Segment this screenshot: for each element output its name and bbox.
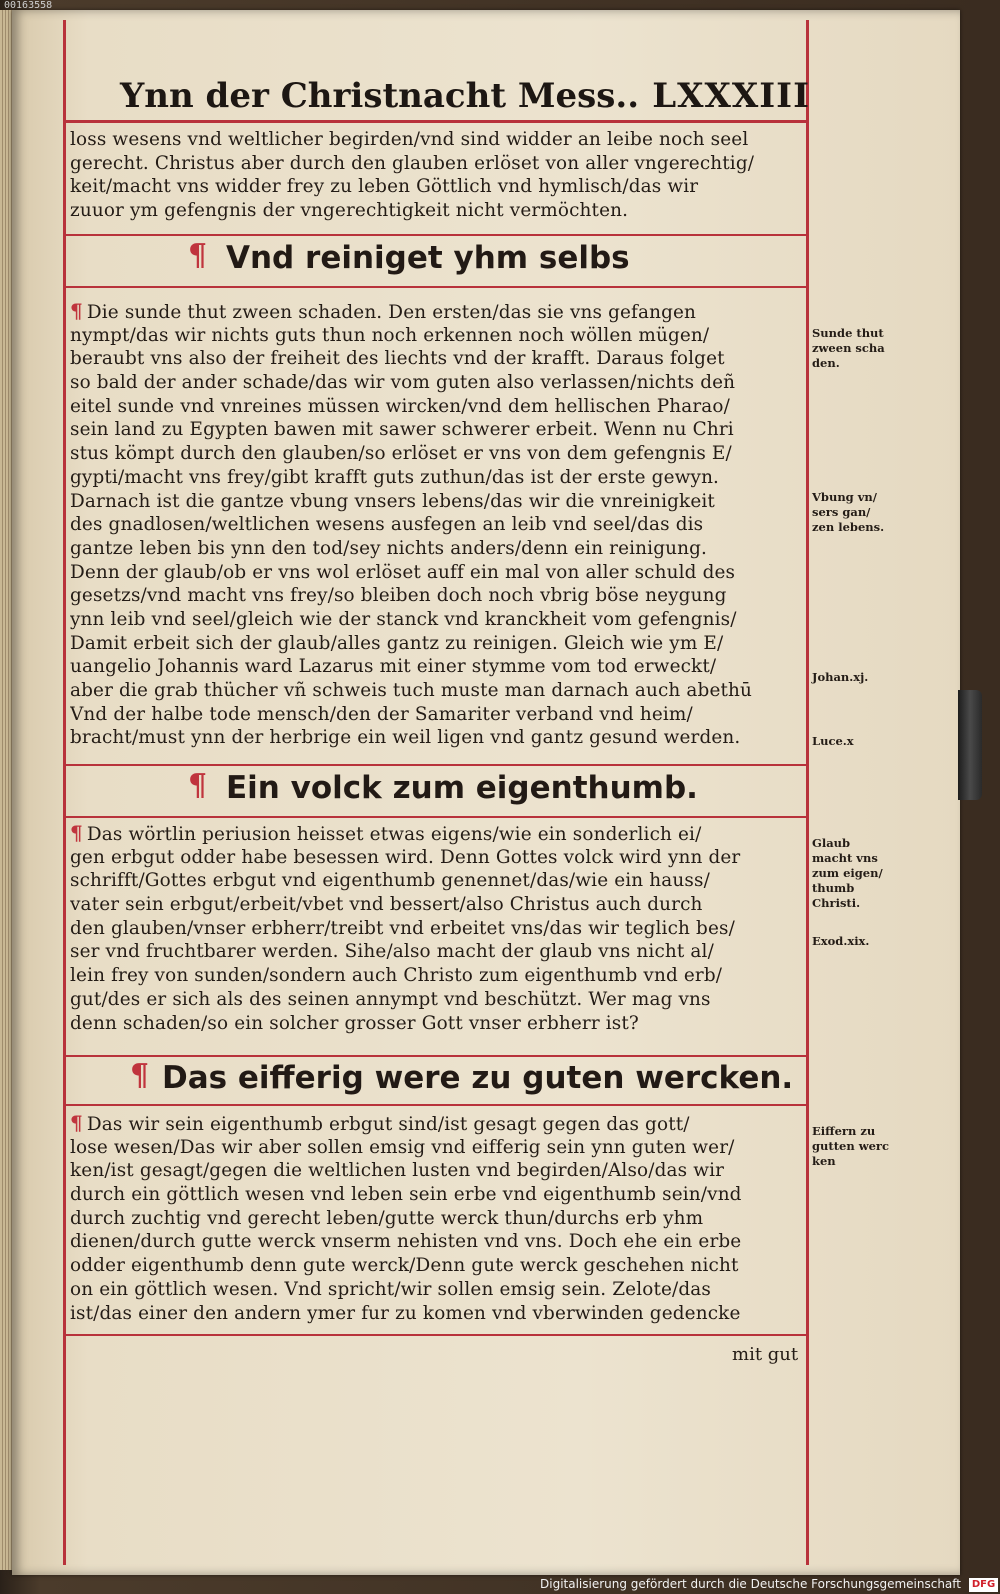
margin-note	[812, 326, 912, 371]
text-line: schrifft/Gottes erbgut vnd eigenthumb genennet/das/wie ein hauss/	[70, 870, 710, 892]
text-line: loss wesens vnd weltlicher begirden/vnd sind widder an leibe noch seel	[70, 129, 749, 150]
text-line: lose wesen/Das wir aber sollen emsig vnd eifferig sein ynn guten wer/	[70, 1136, 735, 1158]
margin-note-line: Vbung vn/	[812, 490, 877, 504]
margin-note-line: zen lebens.	[812, 520, 885, 534]
margin-note-line: zween scha	[812, 341, 885, 355]
text-line: zuuor ym gefengnis der vngerechtigkeit nicht vermöchten.	[70, 200, 629, 222]
rule-h2-top	[63, 764, 809, 766]
footer-text: Digitalisierung gefördert durch die Deutsche Forschungsgemeinschaft	[540, 1577, 962, 1591]
book-clasp	[958, 690, 982, 800]
running-head	[120, 76, 810, 124]
text-line: Denn der glaub/ob er vns wol erlöset auff ein mal von aller schuld des	[70, 561, 736, 583]
text-line: dienen/durch gutte werck vnserm nehisten vnd vns. Doch ehe ein erbe	[70, 1231, 742, 1253]
text-line: keit/macht vns widder frey zu leben Göttlich vnd hymlisch/das wir	[70, 176, 699, 198]
text-line: durch ein göttlich wesen vnd leben sein erbe vnd eigenthumb sein/vnd	[70, 1184, 742, 1206]
rule-h3-top	[63, 1055, 809, 1057]
text-line	[70, 822, 802, 846]
text-line: gut/des er sich als des seinen annympt vnd beschützt. Wer mag vns	[70, 988, 711, 1010]
section-paragraph	[70, 300, 802, 750]
text-line: Darnach ist die gantze vbung vnsers lebens/das wir die vnreinigkeit	[70, 490, 715, 512]
margin-note	[812, 670, 912, 685]
rule-h2-bottom	[63, 816, 809, 818]
scan-id: 00163558	[4, 0, 53, 11]
text-line: beraubt vns also der freiheit des liechts vnd der krafft. Daraus folget	[70, 348, 725, 370]
text-line: stus kömpt durch den glauben/so erlöset er vns von dem gefengnis E/	[70, 443, 732, 465]
margin-note-line: sers gan/	[812, 505, 871, 519]
rule-h3-bottom	[63, 1104, 809, 1106]
text-line: Damit erbeit sich der glaub/alles gantz zu reinigen. Gleich wie ym E/	[70, 632, 724, 654]
text-line	[70, 300, 802, 324]
margin-note-line: Eiffern zu	[812, 1124, 876, 1138]
text-line: odder eigenthumb denn gute werck/Denn gute werck geschehen nicht	[70, 1255, 739, 1277]
pilcrow-icon: ¶	[70, 300, 83, 323]
text-line: nympt/das wir nichts guts thun noch erkennen noch wöllen mügen/	[70, 324, 710, 346]
text-line: lein frey von sunden/sondern auch Christo zum eigenthumb vnd erb/	[70, 965, 723, 987]
section-heading: Ein volck zum eigenthumb.	[226, 770, 698, 806]
pilcrow-icon: ¶	[188, 238, 208, 273]
text-line: gerecht. Christus aber durch den glauben erlöset von aller vngerechtig/	[70, 152, 755, 174]
text-line: gantze leben bis ynn den tod/sey nichts anders/denn ein reinigung.	[70, 537, 708, 559]
text-line: ist/das einer den andern ymer fur zu komen vnd vberwinden gedencke	[70, 1302, 741, 1324]
rule-h1-bottom	[63, 286, 809, 288]
text-line: ser vnd fruchtbarer werden. Sihe/also macht der glaub vns nicht al/	[70, 941, 714, 963]
margin-note-line: Exod.xix.	[812, 934, 870, 948]
margin-note-line: Luce.x	[812, 734, 854, 748]
section-paragraph	[70, 1112, 802, 1325]
margin-note-line: Christi.	[812, 896, 861, 910]
margin-note	[812, 836, 912, 911]
text-line: aber die grab thücher vñ schweis tuch muste man darnach auch abethū	[70, 680, 753, 701]
margin-note-line: macht vns	[812, 851, 878, 865]
text-line-content: Das wir sein eigenthumb erbgut sind/ist gesagt gegen das gott/	[86, 1114, 690, 1135]
text-line: so bald der ander schade/das wir vom guten also verlassen/nichts deñ	[70, 372, 736, 394]
funding-footer	[540, 1574, 995, 1594]
section-heading: Das eifferig were zu guten wercken.	[162, 1060, 794, 1096]
text-line-content: Das wörtlin periusion heisset etwas eigens/wie ein sonderlich ei/	[86, 824, 702, 845]
margin-note-line: ken	[812, 1154, 836, 1168]
margin-note-line: Johan.xj.	[812, 670, 869, 684]
text-line: on ein göttlich wesen. Vnd spricht/wir sollen emsig sein. Zelote/das	[70, 1278, 712, 1300]
text-line: denn schaden/so ein solcher grosser Gott vnser erbherr ist?	[70, 1012, 639, 1034]
text-line: gesetzs/vnd macht vns frey/so bleiben doch noch vbrig böse neygung	[70, 585, 727, 607]
rule-h1-top	[63, 234, 809, 236]
text-line: gypti/macht vns frey/gibt krafft guts zuthun/das ist der erste gewyn.	[70, 466, 720, 488]
text-line: ken/ist gesagt/gegen die weltlichen lusten vnd begirden/Also/das wir	[70, 1160, 725, 1182]
catchword: mit gut	[732, 1344, 799, 1365]
text-line: gen erbgut odder habe besessen wird. Denn Gottes volck wird ynn der	[70, 846, 741, 868]
running-head-title: Ynn der Christnacht Mess..	[120, 76, 640, 116]
margin-note	[812, 1124, 912, 1169]
margin-note	[812, 934, 912, 949]
dfg-logo: DFG	[969, 1578, 998, 1592]
margin-note	[812, 490, 912, 535]
margin-note-line: gutten werc	[812, 1139, 889, 1153]
margin-note-line: Glaub	[812, 836, 851, 850]
pilcrow-icon: ¶	[70, 1112, 83, 1135]
folio-number: LXXXIII	[652, 76, 810, 116]
pilcrow-icon: ¶	[130, 1058, 150, 1093]
pilcrow-icon: ¶	[188, 768, 208, 803]
text-line-content: Die sunde thut zween schaden. Den ersten/das sie vns gefangen	[86, 302, 697, 323]
text-line	[70, 1112, 802, 1136]
section-paragraph	[70, 822, 802, 1035]
margin-note-line: thumb	[812, 881, 855, 895]
text-line: uangelio Johannis ward Lazarus mit einer stymme vom tod erweckt/	[70, 656, 717, 678]
margin-note	[812, 734, 912, 749]
text-line: durch zuchtig vnd gerecht leben/gutte werck thun/durchs erb yhm	[70, 1207, 704, 1229]
text-line: des gnadlosen/weltlichen wesens ausfegen an leib vnd seel/das dis	[70, 514, 704, 536]
margin-note-line: Sunde thut	[812, 326, 884, 340]
text-line: sein land zu Egypten bawen mit sawer schwerer erbeit. Wenn nu Chri	[70, 419, 734, 441]
text-line: Vnd der halbe tode mensch/den der Samariter verband vnd heim/	[70, 703, 693, 725]
section-heading: Vnd reiniget yhm selbs	[226, 240, 630, 276]
margin-note-line: den.	[812, 356, 840, 370]
text-line: eitel sunde vnd vnreines müssen wircken/vnd dem hellischen Pharao/	[70, 395, 730, 417]
text-line: ynn leib vnd seel/gleich wie der stanck vnd kranckheit vom gefengnis/	[70, 608, 737, 630]
pilcrow-icon: ¶	[70, 822, 83, 845]
rule-bottom	[63, 1334, 809, 1336]
intro-paragraph	[70, 128, 802, 223]
margin-note-line: zum eigen/	[812, 866, 883, 880]
text-line: den glauben/vnser erbherr/treibt vnd erbeitet vns/das wir teglich bes/	[70, 917, 735, 939]
text-line: bracht/must ynn der herbrige ein weil ligen vnd gantz gesund werden.	[70, 727, 741, 749]
text-line: vater sein erbgut/erbeit/vbet vnd bessert/also Christus auch durch	[70, 894, 703, 916]
